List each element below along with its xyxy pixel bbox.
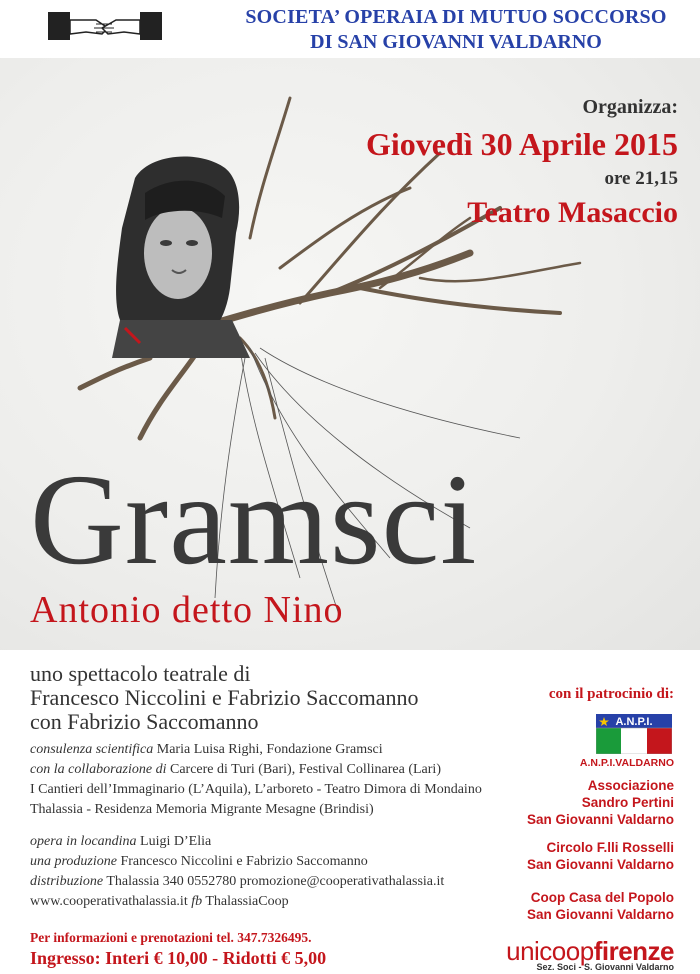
booking-info: Per informazioni e prenotazioni tel. 347.7326495. [30, 930, 312, 945]
society-name-line1: SOCIETA’ OPERAIA DI MUTUO SOCCORSO [245, 6, 667, 28]
credit-label: distribuzione [30, 874, 104, 889]
credit-web [30, 892, 444, 912]
ticket-prices: Ingresso: Interi € 10,00 - Ridotti € 5,00 [30, 948, 327, 968]
credit-collaborazione [30, 760, 482, 780]
assoc-line: Circolo F.lli Rosselli [546, 840, 674, 855]
credits-block-2 [30, 832, 444, 912]
organizer-label: Organizza: [582, 96, 678, 118]
anpi-logo-text: A.N.P.I. [615, 716, 653, 728]
facebook-handle: ThalassiaCoop [202, 894, 289, 909]
credit-collab-line3: Thalassia - Residenza Memoria Migrante Mesagne (Brindisi) [30, 802, 374, 817]
credit-value: Thalassia 340 0552780 promozione@cooperativathalassia.it [103, 874, 445, 889]
credit-distribuzione [30, 872, 444, 892]
credit-opera [30, 832, 444, 852]
intro-line: uno spettacolo teatrale di [30, 661, 251, 686]
credit-label: opera in locandina [30, 834, 137, 849]
show-subtitle: Antonio detto Nino [30, 589, 344, 631]
unicoop-logo-part: firenze [593, 936, 674, 966]
credit-value: Carcere di Turi (Bari), Festival Collinarea (Lari) [166, 762, 441, 777]
anpi-logo [596, 714, 672, 754]
anpi-caption: A.N.P.I.VALDARNO [579, 757, 674, 769]
assoc-line: San Giovanni Valdarno [526, 812, 674, 827]
society-name-line2: DI SAN GIOVANNI VALDARNO [310, 31, 602, 53]
website-link: www.cooperativathalassia.it [30, 894, 188, 909]
show-intro [30, 662, 419, 734]
handshake-logo [46, 6, 164, 46]
assoc-rosselli [527, 839, 674, 873]
credit-label: con la collaborazione di [30, 762, 167, 777]
credit-produzione [30, 852, 444, 872]
intro-line: con Fabrizio Saccomanno [30, 709, 259, 734]
patronage-label: con il patrocinio di: [548, 686, 674, 702]
assoc-pertini [527, 777, 674, 828]
credit-value: Maria Luisa Righi, Fondazione Gramsci [153, 742, 383, 757]
assoc-line: Sandro Pertini [581, 795, 674, 810]
anpi-flag-icon [596, 714, 672, 754]
assoc-line: San Giovanni Valdarno [526, 907, 674, 922]
credit-consulenza [30, 740, 482, 760]
assoc-line: Associazione [587, 778, 674, 793]
credit-value: Luigi D’Elia [136, 834, 212, 849]
credit-collab-line2: I Cantieri dell’Immaginario (L’Aquila), L’arboreto - Teatro Dimora di Mondaino [30, 782, 482, 797]
assoc-line: Coop Casa del Popolo [530, 890, 674, 905]
intro-line: Francesco Niccolini e Fabrizio Saccomanno [30, 685, 419, 710]
event-date: Giovedì 30 Aprile 2015 [366, 126, 678, 162]
unicoop-subtitle: Sez. Soci - S. Giovanni Valdarno [536, 962, 674, 972]
show-title: Gramsci [30, 448, 478, 592]
event-venue: Teatro Masaccio [467, 196, 678, 229]
credit-label: una produzione [30, 854, 117, 869]
credit-label: fb [191, 894, 203, 909]
credits-block [30, 740, 482, 820]
assoc-coop-casa-popolo [527, 889, 674, 923]
credit-label: consulenza scientifica [30, 742, 154, 757]
unicoop-logo-part: unicoop [506, 936, 594, 966]
event-time: ore 21,15 [604, 168, 678, 189]
assoc-line: San Giovanni Valdarno [526, 857, 674, 872]
credit-value: Francesco Niccolini e Fabrizio Saccomanno [116, 854, 368, 869]
